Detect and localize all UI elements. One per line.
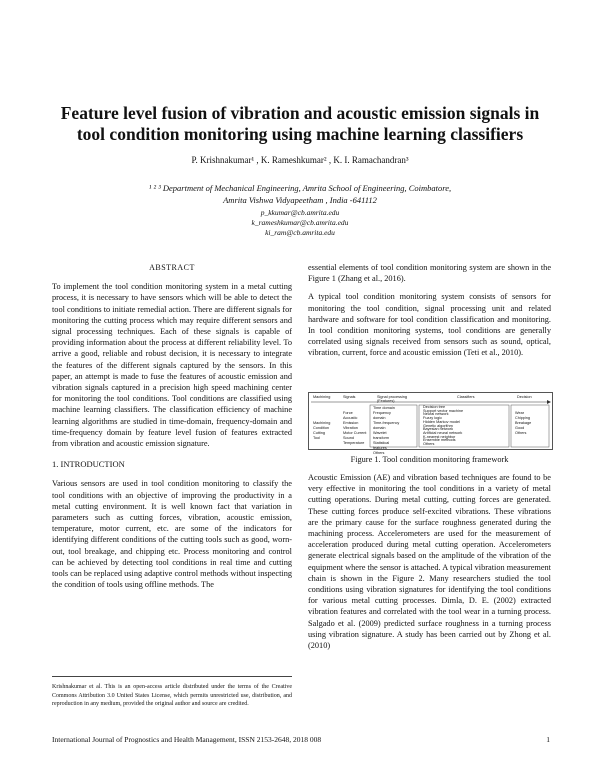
paper-title: Feature level fusion of vibration and acoustic emission signals in tool condition monitoring using machine learning classifiers (60, 103, 540, 144)
right-column (308, 262, 551, 366)
fig-decisions-list: Wear Chipping Breakage Good Others (515, 411, 532, 435)
right-column-lower (308, 472, 551, 658)
fig-header-features: Signal processing (Features) (377, 395, 407, 403)
fig-classifiers-list: Decision tree Support vector machine Neural network Fuzzy logic Hidden Markov model Genetic algorithm Bayesian network Artificial neural network K-nearest neighbor Ensemble methods Others (423, 405, 464, 447)
license-footnote: Krishnakumar et al. This is an open-access article distributed under the terms of the Creative Commons Attribution 3.0 United States License, which permits unrestricted use, distribution, and reproduction in any medium, provided the original author and source are credited. (52, 676, 292, 709)
affiliation (0, 182, 600, 206)
fig-header-machining: Machining (313, 395, 331, 399)
right-paragraph-2: A typical tool condition monitoring system consists of sensors for monitoring the tool condition, signal processing unit and related hardware and software for tool condition classification and monitoring. In tool condition monitoring systems, tool conditions are generally correlated using signals received from sensors such as sound, optical, vibration, current, force and acoustic emission (Teti et al., 2010). (308, 292, 551, 358)
abstract-heading: ABSTRACT (149, 263, 195, 272)
fig-features-list: Time domain Frequency domain Time-frequency domain Wavelet transform Statistical features Others (373, 406, 400, 455)
right-paragraph-1: essential elements of tool condition monitoring system are shown in the Figure 1 (Zhang et al., 2016). (308, 263, 551, 284)
affiliation-line-1: ¹ ² ³ Department of Mechanical Engineering, Amrita School of Engineering, Coimbatore, (148, 183, 452, 193)
authors: P. Krishnakumar¹ , K. Rameshkumar² , K. I. Ramachandran³ (191, 155, 409, 165)
abstract-text: To implement the tool condition monitoring system in a metal cutting process, it is necessary to have sensors which will be able to detect the tool conditions to initiate remedial action. There are different signals for monitoring the cutting process which may require different sensors and signal processing techniques. Each of these signals is capable of providing information about the process at different reliability level. To arrive a good, reliable and robust decision, it is necessary to integrate the features of the different signals captured by the sensors. In this paper, an attempt is made to fuse the features of acoustic emission and vibration signals captured in a precision high speed machining center for monitoring the tool conditions. Tool conditions are classified using machine learning classifiers. The classification efficiency of machine learning algorithms are studied in time-domain, frequency-domain and time-frequency domain by feature level fusion of features extracted from vibration and acoustic emission signature. (52, 282, 292, 449)
left-column (52, 262, 292, 597)
right-paragraph-3: Acoustic Emission (AE) and vibration based techniques are found to be very effective in monitoring the tool conditions in a variety of metal cutting operations. During metal cutting, cutting forces are generated. These cutting forces produce self-excited vibrations. These vibrations are the primary cause for the surface roughness generated during the machining process. Accelerometers are used for the measurement of acceleration produced during metal cutting operation. Accelerometers generate electrical signals based on the amplitude of the vibration of the equipment where the sensor is attached. A typical vibration measurement chain is shown in the Figure 2. Many researchers studied the tool conditions using vibration signatures for identifying the tool conditions for various metal cutting processes. Dimla, D. E. (2002) extracted vibration features and correlated with the tool wear in a turning process. Salgado et al. (2009) predicted surface roughness in a turning process using vibration signature. A study has been carried out by Zhong et al. (2010) (308, 473, 551, 651)
intro-heading: 1. INTRODUCTION (52, 459, 125, 470)
intro-text: Various sensors are used in tool condition monitoring to classify the tool conditions with an objective of improving the productivity in a metal cutting environment. It is well known fact that variation in parameters such as cutting forces, vibration, acoustic emission, temperature, motor current, etc. are some of the indicators for identifying different conditions of the cutting tools such as good, worn-out, tool breakage, and chipping etc. Process monitoring and control can be achieved by detecting tool conditions in real time and cutting tools can be replaced using adaptive control methods without inspecting the condition of tools using offline methods. The (52, 479, 292, 590)
affiliation-line-2: Amrita Vishwa Vidyapeetham , India -641112 (223, 195, 377, 205)
fig-header-decision: Decision (517, 395, 532, 399)
fig-machining-list: Machining Condition Cutting Tool (313, 421, 331, 440)
email-2[interactable]: k_rameshkumar@cb.amrita.edu (251, 218, 349, 227)
figure-caption: Figure 1. Tool condition monitoring framework (350, 455, 509, 464)
email-3[interactable]: ki_ram@cb.amrita.edu (265, 228, 335, 237)
emails (0, 208, 600, 238)
email-1[interactable]: p_kkumar@cb.amrita.edu (260, 208, 340, 217)
page-footer (52, 735, 550, 744)
fig-signals-list: Force Acoustic Emission Vibration Motor Current Sound Temperature (343, 411, 367, 445)
journal-footer: International Journal of Prognostics and Health Management, ISSN 2153-2648, 2018 008 (52, 735, 322, 744)
framework-figure (308, 392, 553, 455)
page-number: 1 (546, 735, 550, 744)
fig-header-classifiers: Classifiers (457, 395, 475, 399)
fig-header-signals: Signals (343, 395, 356, 399)
